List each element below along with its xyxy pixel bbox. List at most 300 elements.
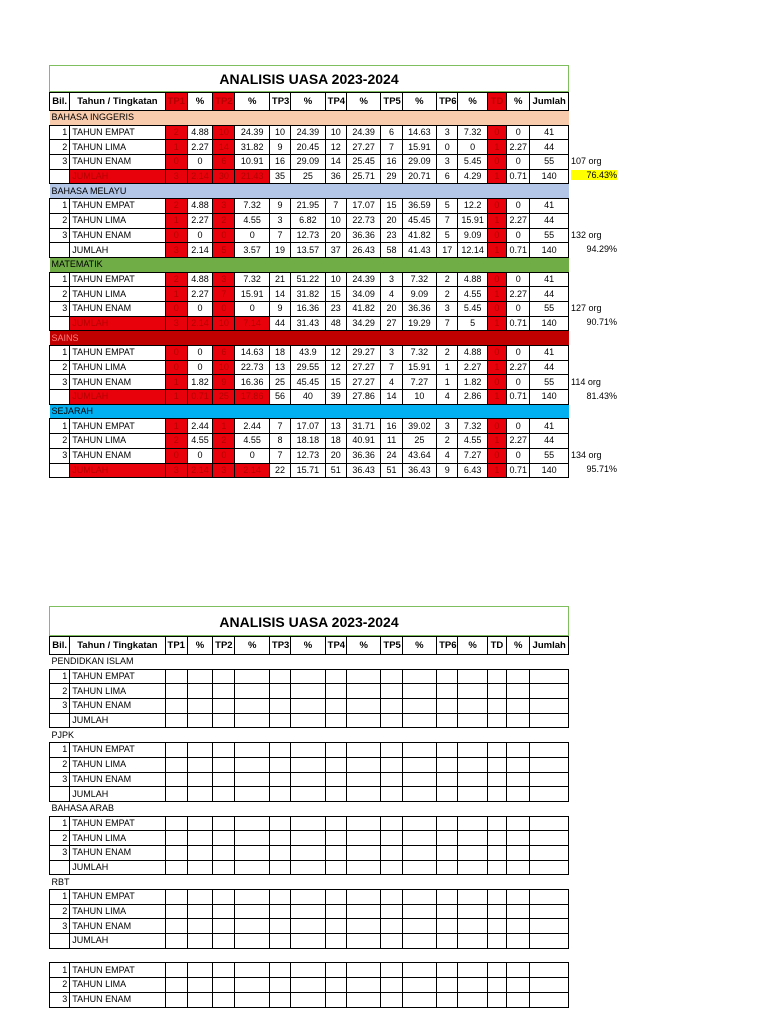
total-cell: 17 — [437, 243, 458, 258]
section-row — [50, 111, 569, 126]
table-cell: 13 — [325, 419, 346, 434]
table-cell — [325, 992, 346, 1007]
table-cell — [269, 963, 290, 978]
table-cell: 9 — [269, 199, 290, 214]
table-cell — [269, 787, 290, 802]
table-cell — [458, 963, 487, 978]
table-cell: 44 — [530, 140, 569, 155]
total-cell: 22 — [269, 463, 290, 478]
table-cell — [291, 992, 325, 1007]
table-cell: 6 — [213, 346, 235, 361]
table-cell — [269, 669, 290, 684]
total-cell: 4.29 — [458, 169, 487, 184]
table-cell — [507, 787, 530, 802]
total-row — [50, 169, 569, 184]
table-cell: 0 — [487, 301, 506, 316]
table-row — [50, 919, 569, 934]
table-cell — [402, 669, 436, 684]
table-cell — [346, 684, 380, 699]
table-cell — [269, 860, 290, 875]
table-cell: 31.82 — [235, 140, 269, 155]
total-cell: 140 — [530, 316, 569, 331]
column-header: Bil. — [50, 637, 70, 655]
table-cell — [235, 860, 269, 875]
table-cell: 44 — [530, 434, 569, 449]
row-label: TAHUN EMPAT — [70, 419, 165, 434]
table-cell — [458, 743, 487, 758]
total-cell: 0.71 — [507, 390, 530, 405]
table-cell — [291, 787, 325, 802]
table-cell — [530, 669, 569, 684]
table-cell — [291, 831, 325, 846]
column-header: TP6 — [437, 93, 458, 111]
table-cell: 7 — [269, 228, 290, 243]
table-row — [50, 860, 569, 875]
table-cell: 7.32 — [458, 125, 487, 140]
table-cell: 7.32 — [235, 199, 269, 214]
table-cell: 36.36 — [402, 301, 436, 316]
table-cell: 22.73 — [235, 360, 269, 375]
table-cell — [458, 978, 487, 993]
table-cell — [213, 743, 235, 758]
table-row — [50, 890, 569, 905]
column-header: % — [458, 637, 487, 655]
table-cell: 27.27 — [346, 375, 380, 390]
table-cell — [269, 890, 290, 905]
table-cell: 2 — [213, 213, 235, 228]
table-cell — [213, 684, 235, 699]
table-cell: 21 — [269, 272, 290, 287]
total-cell: 10 — [213, 316, 235, 331]
total-cell: 20.71 — [402, 169, 436, 184]
table-cell — [187, 772, 212, 787]
table-cell — [381, 757, 402, 772]
table-cell — [325, 772, 346, 787]
table-cell — [381, 699, 402, 714]
table-cell: 20 — [325, 228, 346, 243]
section-title: BAHASA INGGERIS — [50, 111, 569, 126]
table-cell: 16.36 — [235, 375, 269, 390]
table-cell — [187, 919, 212, 934]
column-header: % — [507, 637, 530, 655]
table-cell — [458, 890, 487, 905]
table-cell — [437, 992, 458, 1007]
table-cell: 31.82 — [291, 287, 325, 302]
table-cell: 15 — [381, 199, 402, 214]
table-cell — [269, 919, 290, 934]
total-cell: 4 — [437, 390, 458, 405]
total-cell: 56 — [269, 390, 290, 405]
table-cell — [487, 890, 506, 905]
table-cell: 1.82 — [458, 375, 487, 390]
table-row — [50, 816, 569, 831]
table-cell — [235, 684, 269, 699]
table-cell: 24.39 — [291, 125, 325, 140]
table-cell — [325, 831, 346, 846]
table-cell — [402, 860, 436, 875]
table-cell: 2 — [437, 287, 458, 302]
table-cell: 0 — [165, 448, 187, 463]
total-cell: 6 — [437, 169, 458, 184]
table-cell — [291, 963, 325, 978]
analysis-sheet-1 — [49, 65, 569, 478]
row-number — [50, 787, 70, 802]
table-cell — [530, 831, 569, 846]
table-cell — [165, 816, 187, 831]
row-number: 1 — [50, 669, 70, 684]
table-cell: 0 — [487, 199, 506, 214]
total-cell: 10 — [402, 390, 436, 405]
row-label: TAHUN ENAM — [70, 301, 165, 316]
row-number — [50, 316, 70, 331]
table-cell: 4.55 — [235, 213, 269, 228]
table-cell — [381, 919, 402, 934]
section-title: RBT — [50, 875, 569, 890]
table-cell — [346, 669, 380, 684]
total-cell: 3 — [165, 169, 187, 184]
total-cell: 25 — [213, 390, 235, 405]
table-cell — [507, 992, 530, 1007]
table-cell — [291, 890, 325, 905]
total-cell: 51 — [325, 463, 346, 478]
row-label: TAHUN ENAM — [70, 699, 165, 714]
table-cell — [187, 831, 212, 846]
table-cell: 10 — [325, 272, 346, 287]
table-cell: 12 — [325, 360, 346, 375]
table-cell: 3 — [437, 301, 458, 316]
section-row — [50, 728, 569, 743]
section-row — [50, 875, 569, 890]
table-cell: 10.91 — [235, 155, 269, 170]
table-cell — [325, 684, 346, 699]
table-cell — [402, 890, 436, 905]
table-cell — [213, 919, 235, 934]
table-cell — [458, 919, 487, 934]
section-row — [50, 331, 569, 346]
row-label: TAHUN EMPAT — [70, 125, 165, 140]
table-cell: 12.73 — [291, 448, 325, 463]
table-cell: 0 — [235, 301, 269, 316]
total-cell: 2.14 — [187, 316, 212, 331]
table-cell: 27.27 — [346, 140, 380, 155]
table-cell — [458, 669, 487, 684]
table-cell — [381, 816, 402, 831]
section-title: PENDIDKAN ISLAM — [50, 655, 569, 670]
table-cell: 1 — [213, 419, 235, 434]
table-cell: 0 — [187, 228, 212, 243]
row-number: 3 — [50, 301, 70, 316]
table-cell — [291, 743, 325, 758]
table-cell: 7 — [325, 199, 346, 214]
table-cell: 0 — [487, 419, 506, 434]
table-cell — [325, 743, 346, 758]
row-number: 3 — [50, 772, 70, 787]
table-cell — [507, 713, 530, 728]
table-cell: 29.27 — [346, 346, 380, 361]
total-cell: 0.71 — [507, 243, 530, 258]
table-cell: 5.45 — [458, 155, 487, 170]
table-cell: 0 — [507, 346, 530, 361]
table-cell: 36.36 — [346, 448, 380, 463]
table-cell — [402, 757, 436, 772]
row-number: 3 — [50, 375, 70, 390]
section-row — [50, 184, 569, 199]
table-cell — [187, 713, 212, 728]
table-cell — [487, 831, 506, 846]
total-cell: 0.71 — [507, 169, 530, 184]
row-number: 2 — [50, 757, 70, 772]
table-cell: 40.91 — [346, 434, 380, 449]
table-cell — [381, 992, 402, 1007]
table-cell — [235, 992, 269, 1007]
table-cell — [487, 787, 506, 802]
total-cell: 2.86 — [458, 390, 487, 405]
table-cell — [165, 904, 187, 919]
table-cell: 0 — [507, 199, 530, 214]
table-cell: 14 — [325, 155, 346, 170]
table-cell: 29.55 — [291, 360, 325, 375]
pass-percentage: 90.71% — [586, 317, 617, 328]
table-cell — [165, 992, 187, 1007]
row-number: 2 — [50, 213, 70, 228]
table-cell: 1 — [165, 140, 187, 155]
table-cell: 0 — [507, 301, 530, 316]
table-cell — [507, 831, 530, 846]
table-row — [50, 699, 569, 714]
total-cell: 1 — [487, 390, 506, 405]
table-cell — [381, 772, 402, 787]
pass-percentage: 95.71% — [586, 464, 617, 474]
section-row — [50, 404, 569, 419]
row-number: 2 — [50, 287, 70, 302]
table-cell — [165, 772, 187, 787]
table-cell — [325, 890, 346, 905]
table-cell — [346, 890, 380, 905]
table-cell — [291, 904, 325, 919]
table-cell: 4.55 — [458, 434, 487, 449]
table-cell: 2.27 — [187, 213, 212, 228]
table-cell: 0 — [187, 346, 212, 361]
table-cell — [213, 860, 235, 875]
total-cell: 25 — [291, 169, 325, 184]
table-cell: 43.64 — [402, 448, 436, 463]
table-cell — [530, 757, 569, 772]
total-cell: 5 — [458, 316, 487, 331]
table-cell: 2 — [213, 434, 235, 449]
table-cell — [530, 713, 569, 728]
table-cell — [487, 904, 506, 919]
table-cell — [235, 934, 269, 949]
table-cell — [187, 978, 212, 993]
table-cell: 4.88 — [187, 199, 212, 214]
row-number: 3 — [50, 845, 70, 860]
row-number: 2 — [50, 434, 70, 449]
pass-count: 127 org — [571, 303, 602, 314]
table-cell: 10 — [269, 125, 290, 140]
table-cell: 29.09 — [402, 155, 436, 170]
table-cell — [187, 699, 212, 714]
table-cell — [346, 713, 380, 728]
total-cell: 31.43 — [291, 316, 325, 331]
table-cell — [165, 699, 187, 714]
table-cell — [346, 978, 380, 993]
table-cell — [458, 934, 487, 949]
table-cell — [402, 787, 436, 802]
total-label: JUMLAH — [70, 243, 165, 258]
table-cell: 4.55 — [458, 287, 487, 302]
table-cell — [269, 684, 290, 699]
table-cell — [530, 699, 569, 714]
analysis-sheet-2 — [49, 606, 569, 1008]
table-cell — [325, 757, 346, 772]
table-cell — [437, 845, 458, 860]
table-cell: 16 — [269, 155, 290, 170]
table-cell: 25 — [269, 375, 290, 390]
table-cell: 3 — [437, 155, 458, 170]
table-cell: 1 — [487, 287, 506, 302]
row-number: 2 — [50, 904, 70, 919]
table-cell — [487, 919, 506, 934]
table-cell: 7 — [437, 213, 458, 228]
table-cell: 7.27 — [402, 375, 436, 390]
table-cell: 12.73 — [291, 228, 325, 243]
column-header: TD — [487, 637, 506, 655]
total-cell: 7 — [437, 316, 458, 331]
table-cell — [507, 904, 530, 919]
table-cell — [291, 919, 325, 934]
table-cell: 0 — [165, 360, 187, 375]
table-cell — [291, 669, 325, 684]
table-cell — [402, 831, 436, 846]
table-cell — [402, 684, 436, 699]
total-cell: 19.29 — [402, 316, 436, 331]
table-cell: 45.45 — [402, 213, 436, 228]
table-cell — [269, 904, 290, 919]
table-cell — [346, 860, 380, 875]
table-cell — [437, 787, 458, 802]
total-cell: 37 — [325, 243, 346, 258]
table-cell — [530, 934, 569, 949]
table-cell: 7.32 — [235, 272, 269, 287]
pass-count: 107 org — [571, 156, 602, 167]
table-cell — [291, 699, 325, 714]
table-cell — [458, 904, 487, 919]
total-cell: 9 — [437, 463, 458, 478]
total-label: JUMLAH — [70, 169, 165, 184]
table-cell — [269, 699, 290, 714]
row-number: 3 — [50, 228, 70, 243]
table-cell — [346, 816, 380, 831]
table-cell — [165, 919, 187, 934]
total-cell: 27.86 — [346, 390, 380, 405]
total-cell: 2.14 — [235, 463, 269, 478]
total-cell: 29 — [381, 169, 402, 184]
table-cell: 0 — [507, 419, 530, 434]
table-cell — [507, 816, 530, 831]
pass-percentage: 94.29% — [586, 243, 617, 254]
total-cell: 27 — [381, 316, 402, 331]
row-number: 2 — [50, 684, 70, 699]
row-label: TAHUN ENAM — [70, 772, 165, 787]
row-label: TAHUN ENAM — [70, 155, 165, 170]
table-cell: 2.27 — [507, 140, 530, 155]
column-header: TP2 — [213, 93, 235, 111]
table-cell — [325, 963, 346, 978]
table-cell — [437, 934, 458, 949]
table-cell — [291, 978, 325, 993]
table-cell — [402, 963, 436, 978]
table-cell: 7 — [269, 448, 290, 463]
table-cell — [381, 934, 402, 949]
total-row — [50, 316, 569, 331]
row-number: 2 — [50, 831, 70, 846]
section-row — [50, 655, 569, 670]
row-label: TAHUN EMPAT — [70, 199, 165, 214]
table-cell: 17.07 — [291, 419, 325, 434]
row-number: 1 — [50, 963, 70, 978]
table-cell — [235, 772, 269, 787]
table-cell: 0 — [165, 155, 187, 170]
table-cell: 9 — [269, 301, 290, 316]
row-number — [50, 860, 70, 875]
row-label: TAHUN LIMA — [70, 757, 165, 772]
table-cell — [235, 816, 269, 831]
table-cell: 2.27 — [507, 213, 530, 228]
row-label: TAHUN EMPAT — [70, 743, 165, 758]
table-cell: 6 — [213, 155, 235, 170]
column-header: TP1 — [165, 93, 187, 111]
table-cell: 55 — [530, 301, 569, 316]
table-cell — [381, 890, 402, 905]
table-cell — [530, 904, 569, 919]
row-label: TAHUN ENAM — [70, 992, 165, 1007]
row-number: 1 — [50, 816, 70, 831]
table-cell — [487, 772, 506, 787]
table-cell: 7.32 — [402, 272, 436, 287]
table-cell — [507, 860, 530, 875]
table-cell: 4 — [381, 287, 402, 302]
table-cell — [437, 699, 458, 714]
total-cell: 3 — [165, 243, 187, 258]
column-header: % — [346, 93, 380, 111]
table-cell: 0 — [487, 228, 506, 243]
table-cell: 2 — [165, 125, 187, 140]
table-cell — [165, 684, 187, 699]
table-cell — [437, 743, 458, 758]
pass-count: 114 org — [571, 376, 601, 387]
total-cell: 2.14 — [187, 463, 212, 478]
row-label: TAHUN ENAM — [70, 845, 165, 860]
table-cell — [165, 787, 187, 802]
table-cell: 44 — [530, 287, 569, 302]
table-cell: 11 — [381, 434, 402, 449]
table-cell: 2.44 — [187, 419, 212, 434]
table-cell: 14 — [269, 287, 290, 302]
table-row — [50, 272, 569, 287]
table-cell — [213, 831, 235, 846]
total-cell: 17.86 — [235, 390, 269, 405]
table-cell: 16.36 — [291, 301, 325, 316]
table-cell: 36.36 — [346, 228, 380, 243]
table-cell — [530, 816, 569, 831]
table-cell — [458, 699, 487, 714]
row-number: 2 — [50, 140, 70, 155]
table-cell: 24.39 — [235, 125, 269, 140]
table-cell: 15.91 — [458, 213, 487, 228]
table-cell — [437, 860, 458, 875]
table-row — [50, 140, 569, 155]
total-cell: 15.71 — [291, 463, 325, 478]
